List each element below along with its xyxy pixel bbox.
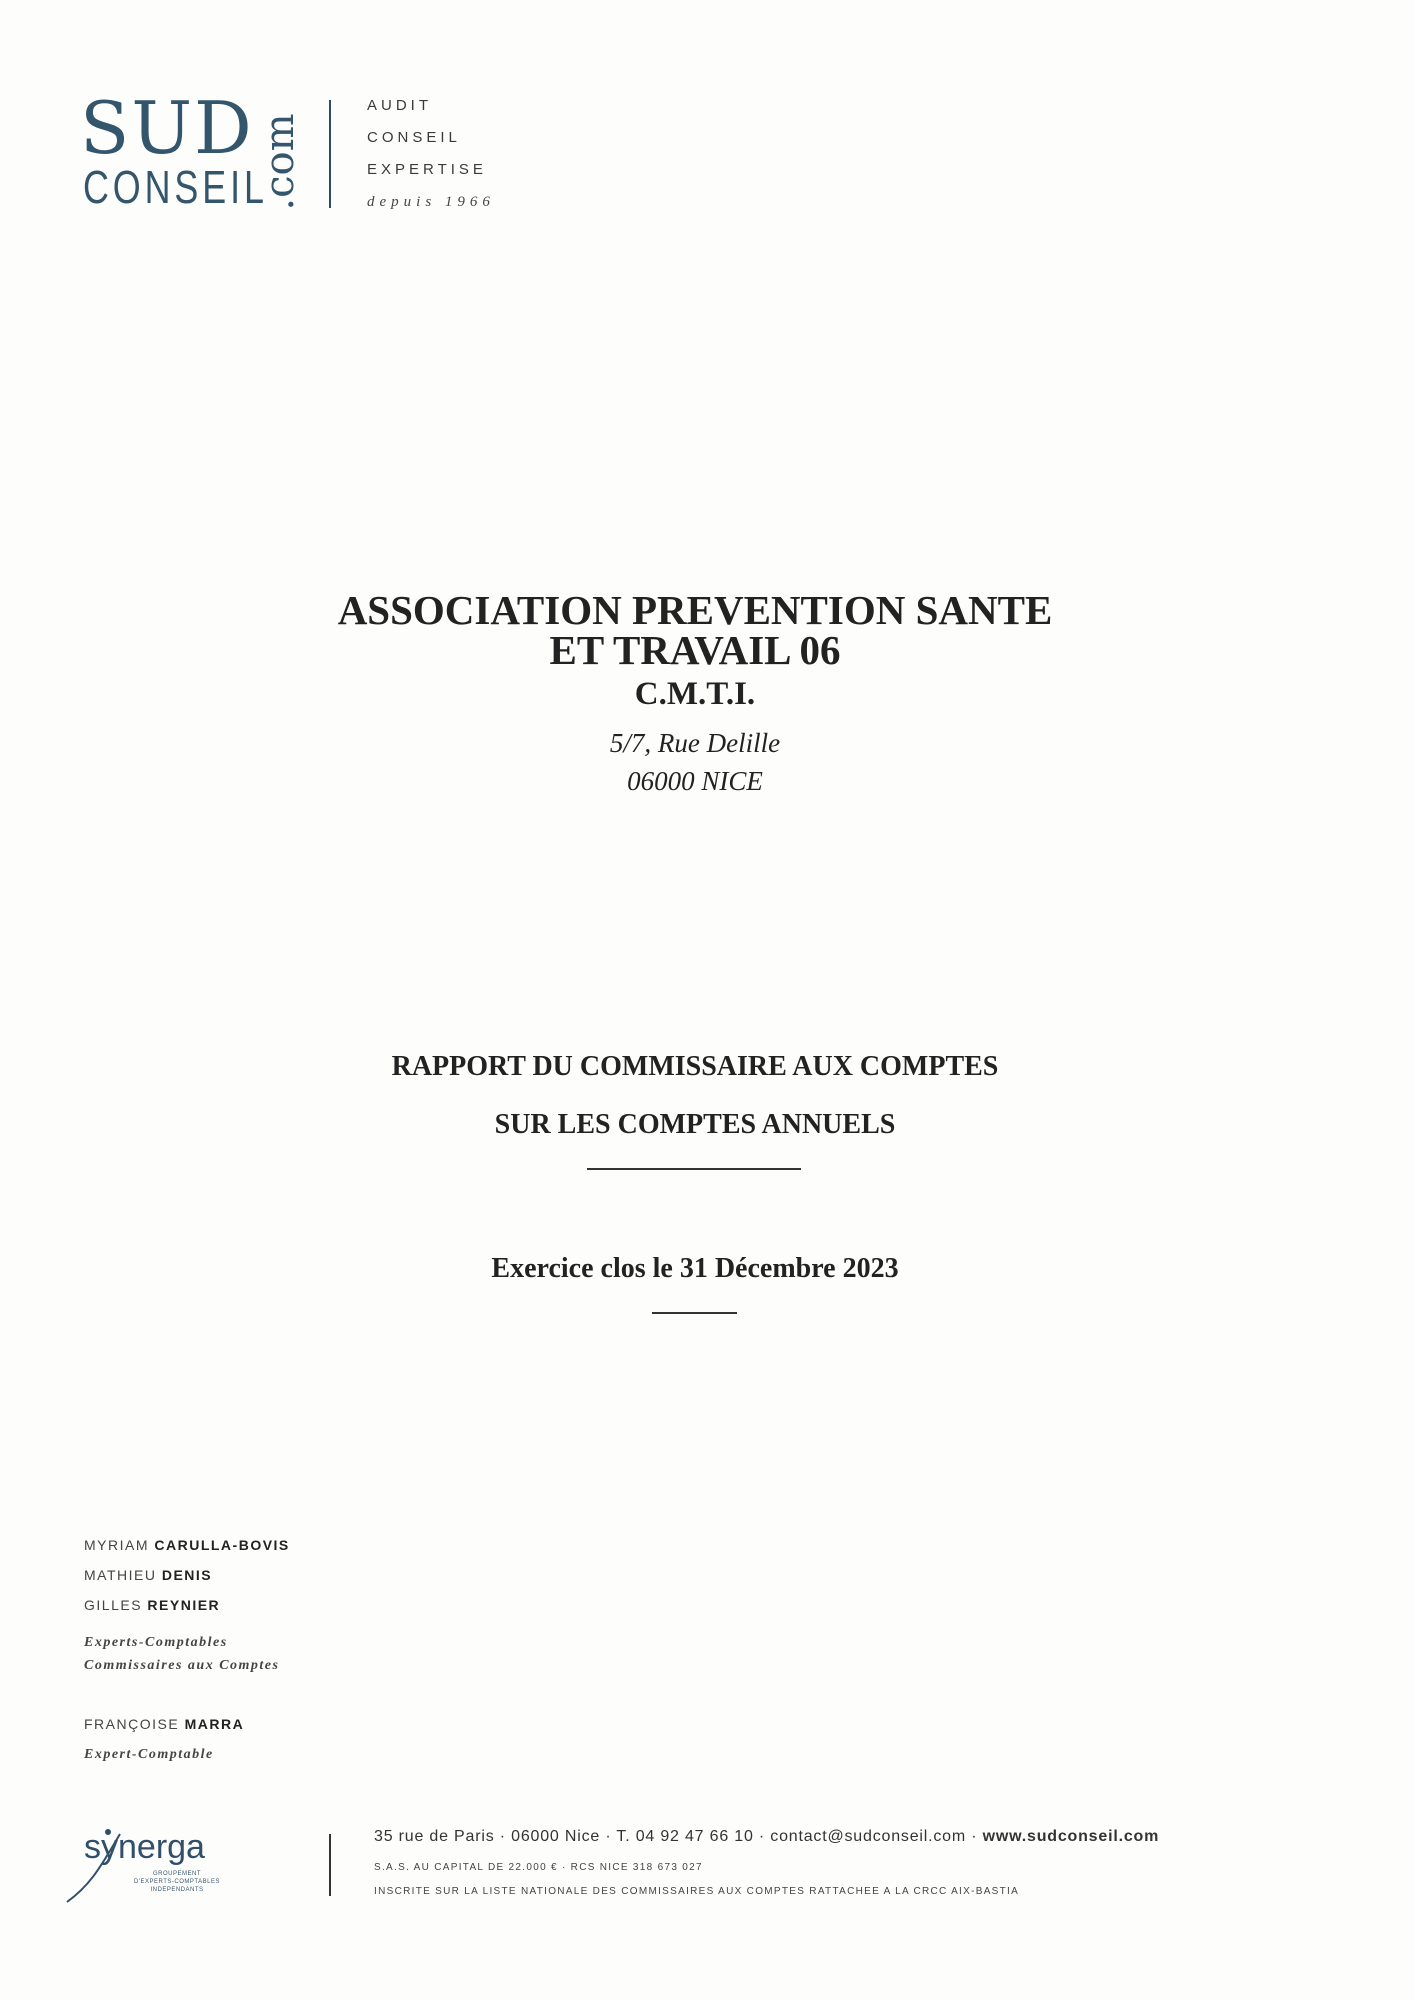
partner-name: MYRIAM CARULLA-BOVIS [84, 1537, 290, 1553]
footer-address: 35 rue de Paris · 06000 Nice · T. 04 92 47 66 10 · contact@sudconseil.com · [374, 1828, 983, 1845]
tagline-expertise: EXPERTISE [367, 161, 487, 178]
logo-sud-text: SUD [80, 86, 254, 170]
partner-name: GILLES REYNIER [84, 1597, 221, 1613]
tagline-conseil: CONSEIL [367, 129, 461, 146]
synerga-subtitle: GROUPEMENT D'EXPERTS-COMPTABLES INDEPENDANTS [134, 1871, 220, 1893]
footer-legal-1: S.A.S. AU CAPITAL DE 22.000 € · RCS NICE 318 673 027 [374, 1862, 703, 1873]
partner-name: MATHIEU DENIS [84, 1567, 213, 1583]
tagline-since: depuis 1966 [367, 194, 495, 210]
report-title-line1: RAPPORT DU COMMISSAIRE AUX COMPTES [391, 1051, 999, 1082]
report-title-line2: SUR LES COMPTES ANNUELS [494, 1109, 896, 1140]
expert-name: FRANÇOISE MARRA [84, 1716, 245, 1732]
tagline [367, 90, 495, 218]
footer-divider [329, 1834, 331, 1896]
association-name-line1: ASSOCIATION PREVENTION SANTE [337, 587, 1053, 633]
exercise-date: Exercice clos le 31 Décembre 2023 [491, 1253, 899, 1284]
association-acronym: C.M.T.I. [634, 676, 756, 712]
footer-legal-2: INSCRITE SUR LA LISTE NATIONALE DES COMMISSAIRES AUX COMPTES RATTACHEE A LA CRCC AIX-BASTIA [374, 1886, 1020, 1897]
partners-list [84, 1530, 290, 1620]
logo-divider [329, 100, 331, 208]
divider-rule [587, 1168, 801, 1170]
address-city: 06000 NICE [627, 766, 763, 796]
association-name-line2: ET TRAVAIL 06 [549, 627, 841, 673]
partners-roles: Experts-Comptables Commissaires aux Comptes [84, 1635, 280, 1673]
tagline-audit: AUDIT [367, 97, 432, 114]
divider-rule-short [652, 1312, 737, 1314]
footer-contact [374, 1828, 1159, 1846]
logo-conseil-text: CONSEIL [83, 161, 268, 213]
expert-role: Expert-Comptable [84, 1747, 214, 1762]
address-street: 5/7, Rue Delille [609, 728, 781, 758]
synerga-logo [62, 1814, 232, 1904]
footer-website-link[interactable]: www.sudconseil.com [982, 1828, 1160, 1845]
logo-com-text: .com [257, 113, 303, 211]
synerga-wordmark: synerga [84, 1828, 205, 1866]
